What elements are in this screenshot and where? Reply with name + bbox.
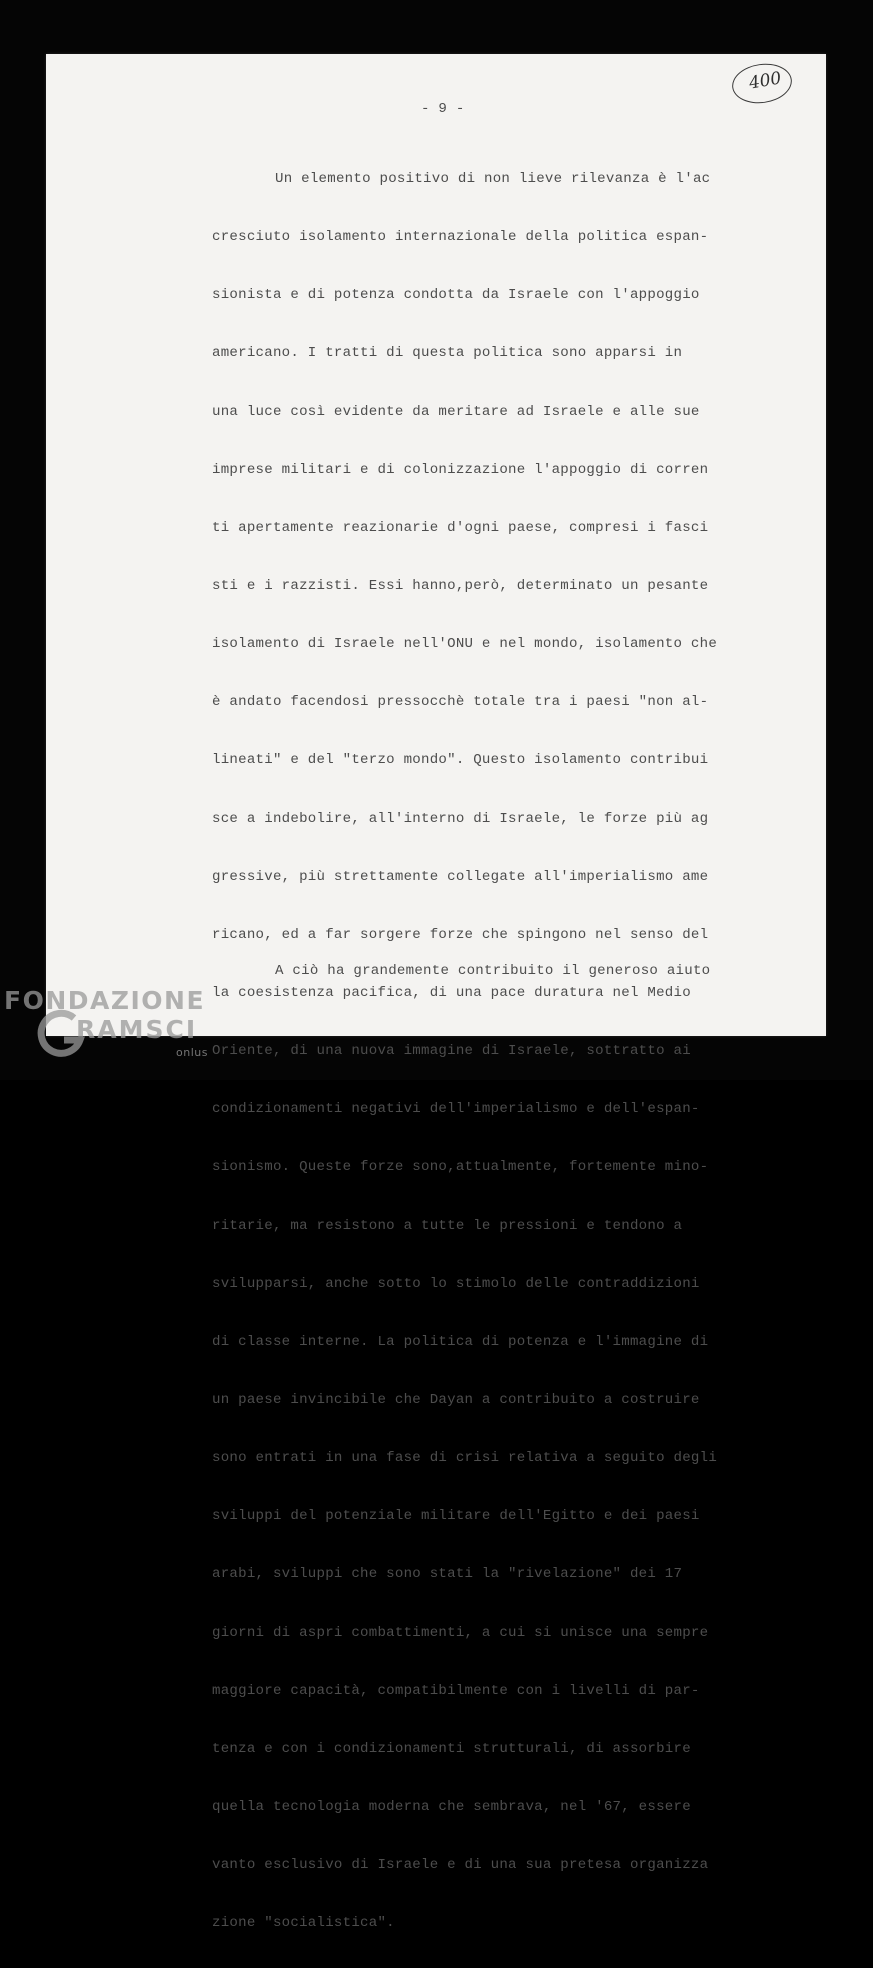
text-line: Un elemento positivo di non lieve rilevanza è l'ac (275, 171, 711, 187)
text-line: vanto esclusivo di Israele e di una sua pretesa organizza (212, 1857, 709, 1874)
text-line: sionista e di potenza condotta da Israele con l'appoggio (212, 287, 700, 304)
text-line: gressive, più strettamente collegate all'imperialismo ame (212, 868, 709, 885)
text-line: imprese militari e di colonizzazione l'appoggio di corren (212, 461, 709, 478)
text-line: americano. I tratti di questa politica sono apparsi in (212, 345, 683, 362)
text-line: di classe interne. La politica di potenza e l'immagine di (212, 1333, 709, 1350)
paragraph-1 (212, 134, 717, 1968)
text-line: Oriente, di una nuova immagine di Israele, sottratto ai (212, 1043, 691, 1060)
logo-line-1: FONDAZIONE (4, 986, 206, 1015)
text-line: maggiore capacità, compatibilmente con i livelli di par- (212, 1682, 700, 1699)
text-line: ricano, ed a far sorgere forze che spingono nel senso del (212, 926, 709, 943)
text-line: quella tecnologia moderna che sembrava, nel '67, essere (212, 1798, 691, 1815)
text-line: giorni di aspri combattimenti, a cui si unisce una sempre (212, 1624, 709, 1641)
text-line: tenza e con i condizionamenti strutturali, di assorbire (212, 1740, 691, 1757)
text-line: sviluppi del potenziale militare dell'Egitto e dei paesi (212, 1508, 700, 1525)
archive-number: 400 (747, 68, 783, 94)
text-line: è andato facendosi pressocchè totale tra i paesi "non al- (212, 694, 709, 711)
text-line: la coesistenza pacifica, di una pace duratura nel Medio (212, 984, 691, 1001)
text-line: ritarie, ma resistono a tutte le pressioni e tendono a (212, 1217, 683, 1234)
text-line: ti apertamente reazionarie d'ogni paese, compresi i fasci (212, 519, 709, 536)
text-line: zione "socialistica". (212, 1915, 395, 1932)
text-line: sti e i razzisti. Essi hanno,però, determinato un pesante (212, 577, 709, 594)
text-line: cresciuto isolamento internazionale della politica espan- (212, 229, 709, 246)
text-line: un paese invincibile che Dayan a contribuito a costruire (212, 1391, 700, 1408)
logo-line-3: onlus (176, 1046, 208, 1059)
logo-line-2: RAMSCI (76, 1015, 198, 1044)
text-line: isolamento di Israele nell'ONU e nel mondo, isolamento che (212, 636, 718, 653)
paragraph-2: A ciò ha grandemente contribuito il generoso aiuto (275, 963, 711, 979)
text-line: sono entrati in una fase di crisi relativa a seguito degli (212, 1450, 718, 1467)
text-line: svilupparsi, anche sotto lo stimolo delle contraddizioni (212, 1275, 700, 1292)
text-line: arabi, sviluppi che sono stati la "rivelazione" dei 17 (212, 1566, 683, 1583)
fondazione-gramsci-logo (4, 986, 208, 1059)
page-number: - 9 - (421, 101, 465, 117)
text-line: condizionamenti negativi dell'imperialismo e dell'espan- (212, 1101, 700, 1118)
text-line: una luce così evidente da meritare ad Israele e alle sue (212, 403, 700, 420)
text-line: sce a indebolire, all'interno di Israele, le forze più ag (212, 810, 709, 827)
text-line: sionismo. Queste forze sono,attualmente, fortemente mino- (212, 1159, 709, 1176)
text-line: lineati" e del "terzo mondo". Questo isolamento contribui (212, 752, 709, 769)
